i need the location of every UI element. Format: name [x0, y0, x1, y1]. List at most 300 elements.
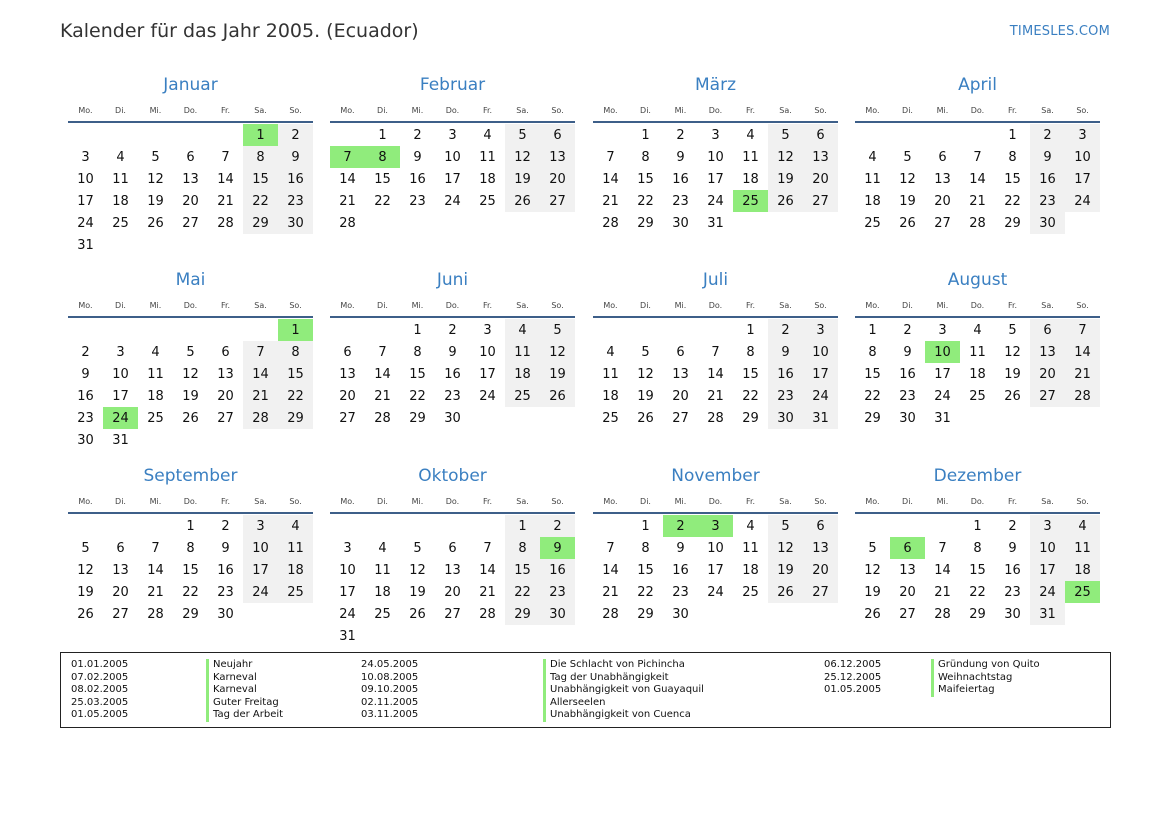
day-cell: 12 [77, 562, 94, 578]
day-cell: 28 [934, 606, 951, 622]
day-cell: 14 [339, 171, 356, 187]
month-block [593, 463, 838, 625]
day-cell: 6 [343, 344, 352, 360]
weekday-label: So. [1076, 105, 1089, 115]
weekday-label: Di. [115, 300, 126, 310]
day-cell: 10 [77, 171, 94, 187]
day-cell: 13 [217, 366, 234, 382]
header-divider [330, 512, 575, 514]
day-cell: 26 [182, 410, 199, 426]
weekday-label: So. [289, 300, 302, 310]
day-cell: 1 [413, 322, 422, 338]
day-cell: 3 [1065, 124, 1100, 146]
day-cell: 1 [378, 127, 387, 143]
weekday-label: Mo. [340, 300, 355, 310]
weekday-label: Do. [708, 496, 723, 506]
weekday-header [330, 295, 575, 315]
weekday-label: Fr. [220, 300, 231, 310]
weekday-label: Fr. [482, 300, 493, 310]
day-cell: 30 [444, 410, 461, 426]
day-cell: 28 [602, 215, 619, 231]
weekday-label: Mi. [674, 300, 687, 310]
day-cell: 20 [803, 559, 838, 581]
day-cell: 4 [606, 344, 615, 360]
day-cell: 3 [711, 127, 720, 143]
day-cell: 21 [602, 193, 619, 209]
holiday-date: 07.02.2005 [71, 671, 129, 683]
day-cell: 7 [938, 540, 947, 556]
day-cell: 1 [186, 518, 195, 534]
day-cell: 13 [803, 146, 838, 168]
day-cell: 21 [602, 584, 619, 600]
day-cell: 27 [672, 410, 689, 426]
day-cell: 22 [243, 190, 278, 212]
day-cell: 14 [1065, 341, 1100, 363]
header-divider [68, 316, 313, 318]
day-cell: 28 [479, 606, 496, 622]
header-divider [593, 316, 838, 318]
day-cell: 22 [505, 581, 540, 603]
month-block [68, 463, 313, 625]
day-cell: 14 [934, 562, 951, 578]
header-divider [855, 512, 1100, 514]
day-cell: 13 [444, 562, 461, 578]
weekday-label: Mi. [149, 105, 162, 115]
day-cell: 1 [1008, 127, 1017, 143]
empty-cell [925, 515, 960, 537]
day-cell: 27 [112, 606, 129, 622]
holiday-date: 01.05.2005 [824, 684, 882, 696]
day-cell: 16 [217, 562, 234, 578]
day-cell: 14 [217, 171, 234, 187]
day-cell: 25 [278, 581, 313, 603]
holiday-day-cell: 7 [330, 146, 365, 168]
day-cell: 16 [1004, 562, 1021, 578]
holiday-name: Die Schlacht von Pichincha [543, 659, 704, 672]
holiday-date: 06.12.2005 [824, 659, 882, 670]
day-cell: 24 [479, 388, 496, 404]
page-title: Kalender für das Jahr 2005. (Ecuador) [60, 20, 419, 42]
month-block [330, 267, 575, 429]
empty-cell [173, 319, 208, 341]
day-cell: 5 [540, 319, 575, 341]
day-cell: 31 [803, 407, 838, 429]
day-cell: 18 [969, 366, 986, 382]
day-cell: 15 [1004, 171, 1021, 187]
day-cell: 24 [77, 215, 94, 231]
day-cell: 18 [602, 388, 619, 404]
day-cell: 17 [934, 366, 951, 382]
day-cell: 20 [934, 193, 951, 209]
weekday-label: Mo. [340, 496, 355, 506]
day-cell: 4 [151, 344, 160, 360]
day-cell: 27 [444, 606, 461, 622]
day-cell: 2 [278, 124, 313, 146]
day-cell: 2 [448, 322, 457, 338]
day-cell: 4 [868, 149, 877, 165]
holiday-date-column [361, 659, 418, 722]
day-cell: 17 [1030, 559, 1065, 581]
weekday-label: Do. [183, 496, 198, 506]
holiday-day-cell: 9 [540, 537, 575, 559]
empty-cell [330, 515, 365, 537]
day-cell: 5 [1008, 322, 1017, 338]
day-cell: 14 [707, 366, 724, 382]
day-cell: 15 [637, 562, 654, 578]
weekday-label: Di. [115, 105, 126, 115]
day-cell: 4 [483, 127, 492, 143]
brand-link[interactable]: TIMESLES.COM [1009, 24, 1110, 39]
day-cell: 29 [864, 410, 881, 426]
day-cell: 5 [903, 149, 912, 165]
day-cell: 27 [217, 410, 234, 426]
day-cell: 5 [186, 344, 195, 360]
day-cell: 3 [343, 540, 352, 556]
empty-cell [698, 319, 733, 341]
day-cell: 11 [479, 149, 496, 165]
weekday-header [593, 491, 838, 511]
day-cell: 5 [768, 515, 803, 537]
weekday-label: Sa. [254, 105, 267, 115]
day-cell: 17 [112, 388, 129, 404]
day-cell: 6 [676, 344, 685, 360]
weekday-label: Fr. [1007, 300, 1018, 310]
day-cell: 9 [81, 366, 90, 382]
day-cell: 25 [112, 215, 129, 231]
day-cell: 21 [147, 584, 164, 600]
day-cell: 8 [868, 344, 877, 360]
weekday-label: Sa. [516, 496, 529, 506]
day-cell: 6 [186, 149, 195, 165]
weekday-label: Fr. [220, 496, 231, 506]
empty-cell [138, 319, 173, 341]
weekday-label: Mi. [936, 105, 949, 115]
weekday-label: Mi. [674, 105, 687, 115]
day-cell: 23 [278, 190, 313, 212]
day-cell: 7 [221, 149, 230, 165]
day-cell: 13 [899, 562, 916, 578]
weekday-label: Fr. [1007, 496, 1018, 506]
day-cell: 24 [707, 193, 724, 209]
holiday-name: Karneval [206, 672, 283, 685]
weekday-label: Mo. [78, 105, 93, 115]
day-cell: 8 [278, 341, 313, 363]
day-cell: 27 [339, 410, 356, 426]
day-cell: 12 [182, 366, 199, 382]
day-cell: 18 [374, 584, 391, 600]
day-cell: 15 [742, 366, 759, 382]
month-block [855, 72, 1100, 234]
day-cell: 10 [1030, 537, 1065, 559]
day-cell: 17 [444, 171, 461, 187]
month-name: März [695, 75, 736, 95]
day-cell: 12 [147, 171, 164, 187]
holiday-date: 25.12.2005 [824, 671, 882, 683]
day-cell: 23 [1004, 584, 1021, 600]
day-grid [855, 515, 1100, 625]
day-cell: 15 [182, 562, 199, 578]
weekday-header [593, 295, 838, 315]
day-cell: 5 [868, 540, 877, 556]
day-grid [855, 124, 1100, 234]
weekday-label: Sa. [1041, 105, 1054, 115]
day-cell: 26 [505, 190, 540, 212]
day-cell: 2 [1030, 124, 1065, 146]
holiday-date: 02.11.2005 [361, 696, 419, 708]
day-cell: 8 [505, 537, 540, 559]
day-cell: 18 [112, 193, 129, 209]
day-cell: 13 [803, 537, 838, 559]
day-cell: 11 [1065, 537, 1100, 559]
day-cell: 14 [969, 171, 986, 187]
day-cell: 23 [1030, 190, 1065, 212]
weekday-label: Mi. [149, 496, 162, 506]
day-cell: 6 [803, 515, 838, 537]
weekday-label: Mi. [411, 105, 424, 115]
day-cell: 1 [973, 518, 982, 534]
day-cell: 21 [479, 584, 496, 600]
day-cell: 8 [973, 540, 982, 556]
day-cell: 15 [864, 366, 881, 382]
holiday-day-cell: 2 [663, 515, 698, 537]
day-cell: 19 [1004, 366, 1021, 382]
day-cell: 12 [409, 562, 426, 578]
day-cell: 9 [903, 344, 912, 360]
day-cell: 25 [969, 388, 986, 404]
weekday-label: Di. [902, 496, 913, 506]
day-cell: 19 [768, 559, 803, 581]
weekday-label: Di. [377, 300, 388, 310]
weekday-label: Mo. [78, 496, 93, 506]
day-cell: 30 [278, 212, 313, 234]
day-cell: 7 [606, 540, 615, 556]
month-name: Januar [163, 75, 218, 95]
day-cell: 4 [505, 319, 540, 341]
weekday-label: Mi. [674, 496, 687, 506]
month-name: Oktober [418, 466, 487, 486]
weekday-label: Fr. [1007, 105, 1018, 115]
day-cell: 2 [221, 518, 230, 534]
day-cell: 30 [899, 410, 916, 426]
day-grid [68, 319, 313, 451]
day-cell: 2 [1008, 518, 1017, 534]
day-cell: 22 [409, 388, 426, 404]
day-cell: 12 [899, 171, 916, 187]
day-cell: 4 [278, 515, 313, 537]
day-cell: 9 [278, 146, 313, 168]
day-cell: 23 [409, 193, 426, 209]
day-cell: 26 [409, 606, 426, 622]
day-cell: 20 [444, 584, 461, 600]
day-cell: 11 [969, 344, 986, 360]
day-cell: 30 [540, 603, 575, 625]
day-cell: 24 [1065, 190, 1100, 212]
holiday-name: Gründung von Quito [931, 659, 1040, 672]
month-name: April [958, 75, 997, 95]
day-cell: 8 [746, 344, 755, 360]
weekday-header [855, 100, 1100, 120]
day-cell: 28 [147, 606, 164, 622]
day-cell: 15 [243, 168, 278, 190]
weekday-label: So. [1076, 300, 1089, 310]
day-cell: 13 [339, 366, 356, 382]
empty-cell [925, 124, 960, 146]
weekday-header [68, 295, 313, 315]
day-cell: 23 [217, 584, 234, 600]
weekday-label: Fr. [745, 300, 756, 310]
weekday-header [330, 491, 575, 511]
weekday-label: Mo. [340, 105, 355, 115]
day-cell: 21 [1065, 363, 1100, 385]
empty-cell [103, 319, 138, 341]
day-cell: 25 [742, 584, 759, 600]
weekday-label: Sa. [779, 105, 792, 115]
holiday-date: 08.02.2005 [71, 684, 129, 696]
holiday-date: 24.05.2005 [361, 659, 419, 670]
day-cell: 14 [147, 562, 164, 578]
day-cell: 19 [768, 168, 803, 190]
day-cell: 7 [606, 149, 615, 165]
day-cell: 7 [378, 344, 387, 360]
empty-cell [365, 515, 400, 537]
empty-cell [890, 124, 925, 146]
day-cell: 4 [746, 127, 755, 143]
holiday-date: 01.01.2005 [71, 659, 129, 670]
day-cell: 22 [742, 388, 759, 404]
month-name: Mai [175, 270, 206, 290]
day-cell: 19 [540, 363, 575, 385]
weekday-label: Di. [377, 105, 388, 115]
day-grid [330, 515, 575, 647]
day-cell: 5 [505, 124, 540, 146]
month-name: September [143, 466, 238, 486]
day-cell: 25 [505, 385, 540, 407]
weekday-label: Di. [902, 300, 913, 310]
day-cell: 16 [1030, 168, 1065, 190]
empty-cell [68, 124, 103, 146]
day-cell: 13 [672, 366, 689, 382]
holiday-name: Tag der Arbeit [206, 709, 283, 722]
day-cell: 31 [339, 628, 356, 644]
header-divider [593, 121, 838, 123]
month-block [68, 72, 313, 256]
day-cell: 15 [637, 171, 654, 187]
day-cell: 28 [243, 407, 278, 429]
day-cell: 31 [77, 237, 94, 253]
day-cell: 18 [479, 171, 496, 187]
day-cell: 26 [147, 215, 164, 231]
day-cell: 26 [899, 215, 916, 231]
day-cell: 20 [217, 388, 234, 404]
day-cell: 23 [672, 193, 689, 209]
day-cell: 16 [672, 171, 689, 187]
day-cell: 31 [934, 410, 951, 426]
day-cell: 3 [803, 319, 838, 341]
day-cell: 6 [448, 540, 457, 556]
day-cell: 18 [147, 388, 164, 404]
day-cell: 10 [112, 366, 129, 382]
day-cell: 18 [742, 562, 759, 578]
day-cell: 2 [768, 319, 803, 341]
holiday-name: Unabhängigkeit von Cuenca [543, 709, 704, 722]
day-cell: 30 [672, 606, 689, 622]
day-cell: 12 [540, 341, 575, 363]
header-divider [593, 512, 838, 514]
day-cell: 15 [505, 559, 540, 581]
day-cell: 17 [1065, 168, 1100, 190]
empty-cell [890, 515, 925, 537]
day-cell: 11 [742, 149, 759, 165]
day-cell: 28 [374, 410, 391, 426]
day-cell: 21 [217, 193, 234, 209]
month-block [330, 72, 575, 234]
holiday-name: Maifeiertag [931, 684, 1040, 697]
holiday-name-column [543, 659, 704, 722]
holiday-day-cell: 25 [1065, 581, 1100, 603]
holiday-date: 25.03.2005 [71, 696, 129, 708]
empty-cell [330, 124, 365, 146]
weekday-label: Mo. [603, 300, 618, 310]
weekday-label: Sa. [1041, 496, 1054, 506]
weekday-label: Mi. [936, 496, 949, 506]
weekday-label: Do. [970, 300, 985, 310]
month-name: Juli [702, 270, 729, 290]
weekday-label: So. [551, 496, 564, 506]
day-cell: 3 [1030, 515, 1065, 537]
day-cell: 8 [243, 146, 278, 168]
empty-cell [593, 319, 628, 341]
month-block [855, 267, 1100, 429]
header-divider [855, 316, 1100, 318]
empty-cell [593, 515, 628, 537]
weekday-label: Mo. [603, 105, 618, 115]
day-cell: 27 [182, 215, 199, 231]
weekday-label: Sa. [779, 496, 792, 506]
day-cell: 8 [413, 344, 422, 360]
day-cell: 4 [116, 149, 125, 165]
day-cell: 23 [77, 410, 94, 426]
month-block [330, 463, 575, 647]
weekday-label: Do. [708, 300, 723, 310]
day-cell: 20 [899, 584, 916, 600]
day-cell: 16 [77, 388, 94, 404]
day-grid [330, 319, 575, 429]
weekday-label: Mi. [411, 300, 424, 310]
month-name: November [671, 466, 760, 486]
day-grid [68, 124, 313, 256]
day-cell: 8 [641, 149, 650, 165]
month-name: Juni [436, 270, 469, 290]
day-cell: 2 [676, 127, 685, 143]
day-cell: 9 [768, 341, 803, 363]
day-cell: 5 [413, 540, 422, 556]
day-cell: 29 [278, 407, 313, 429]
month-block [593, 72, 838, 234]
day-cell: 13 [182, 171, 199, 187]
weekday-label: Mo. [865, 105, 880, 115]
day-cell: 17 [77, 193, 94, 209]
day-cell: 18 [864, 193, 881, 209]
day-cell: 17 [339, 584, 356, 600]
day-cell: 23 [768, 385, 803, 407]
day-cell: 29 [742, 410, 759, 426]
day-cell: 10 [339, 562, 356, 578]
day-cell: 31 [112, 432, 129, 448]
empty-cell [435, 515, 470, 537]
day-cell: 16 [278, 168, 313, 190]
header-divider [68, 512, 313, 514]
empty-cell [628, 319, 663, 341]
